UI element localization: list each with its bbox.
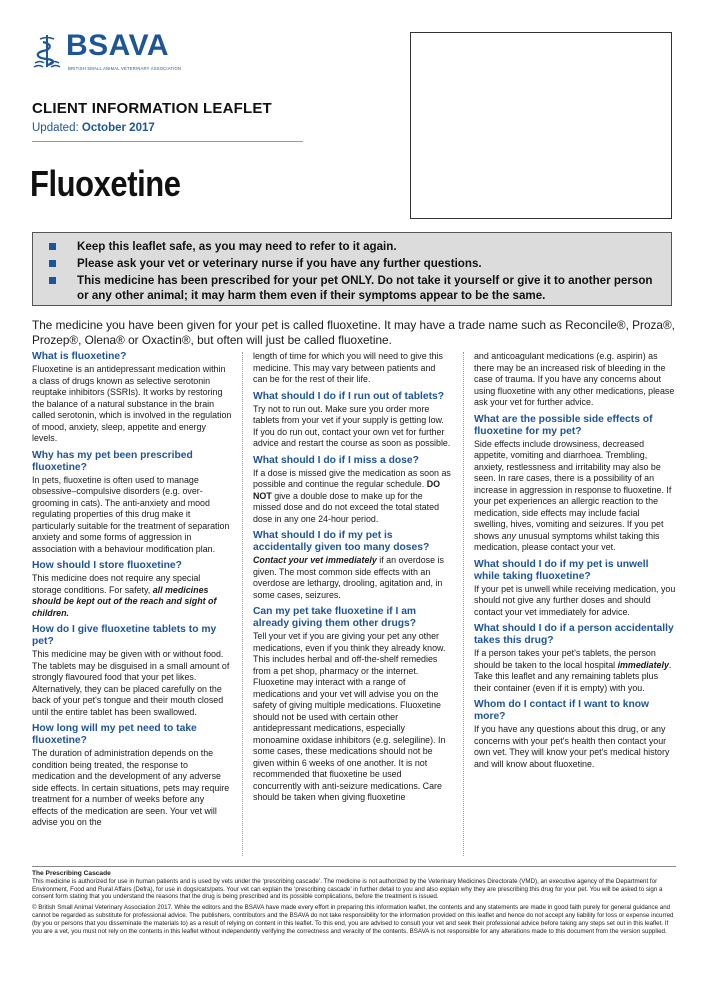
footer-divider — [32, 866, 676, 867]
section-body — [474, 439, 676, 554]
section-heading: What should I do if I run out of tablets? — [253, 390, 445, 402]
section-body-continued: and anticoagulant medications (e.g. aspirin) as there may be an increased risk of bleeding in the case of trauma. If you have any concerns about using fluoxetine with any other medications, please ask your vet for further advice. — [474, 351, 675, 407]
miss-dose-text: If a dose is missed give the medication as soon as possible and continue the regular schedule. — [253, 467, 451, 489]
section-body — [474, 648, 676, 694]
side-effects-emphasis: any — [501, 530, 516, 541]
section-body — [253, 555, 451, 601]
footer — [32, 870, 677, 938]
section-heading: How should I store fluoxetine? — [32, 560, 182, 571]
bsava-logo-icon — [32, 33, 62, 71]
column-2 — [253, 351, 451, 809]
square-bullet-icon — [49, 260, 56, 267]
section-overdose — [253, 530, 451, 601]
section-body — [32, 573, 232, 619]
person-takes-emphasis: immediately — [617, 659, 669, 670]
overdose-emphasis: Contact your vet immediately — [253, 555, 377, 565]
updated-line — [32, 122, 155, 134]
vet-stamp-box — [410, 32, 672, 219]
section-person-takes — [474, 623, 676, 694]
overdose-text: if an overdose is given. The most common side effects with an overdose are lethargy, drooling, agitation and, in some cases, seizures. — [253, 555, 444, 600]
warning-text: Keep this leaflet safe, as you may need to refer to it again. — [77, 240, 397, 253]
section-miss-dose — [253, 455, 451, 526]
leaflet-type: CLIENT INFORMATION LEAFLET — [32, 100, 272, 117]
section-heading: How do I give fluoxetine tablets to my pet? — [32, 624, 217, 647]
section-other-drugs — [253, 606, 451, 804]
section-run-out — [253, 391, 451, 450]
section-body-continued: length of time for which you will need to give this medicine. This may vary between patients and can be for the rest of their life. — [253, 351, 443, 384]
section-how-long — [32, 723, 232, 829]
warning-item — [49, 273, 659, 303]
warning-text: This medicine has been prescribed for your pet ONLY. Do not take it yourself or give it to another person or any other animal; it may harm them even if their symptoms appear to be the same. — [77, 274, 653, 302]
store-emphasis: all medicines should be kept out of the reach and sight of children. — [32, 584, 217, 618]
section-side-effects — [474, 414, 676, 554]
section-heading: Can my pet take fluoxetine if I am already giving them other drugs? — [253, 606, 417, 629]
square-bullet-icon — [49, 243, 56, 250]
miss-dose-text-end: give a double dose to make up for the missed dose and do not exceed the total stated dose in any one 24-hour period. — [253, 490, 440, 524]
section-heading: What should I do if my pet is unwell while taking fluoxetine? — [474, 558, 649, 582]
warning-item — [49, 256, 659, 271]
section-why-prescribed — [32, 450, 232, 556]
section-body: Try not to run out. Make sure you order more tablets from your vet if your supply is getting low. If you do run out, contact your own vet for further advice and restart the course as soon as possible. — [253, 403, 451, 448]
bsava-logo — [32, 29, 202, 73]
miss-dose-emphasis: DO NOT — [253, 479, 440, 501]
cascade-text: This medicine is authorized for use in human patients and is used by vets under the ‘prescribing cascade’. The medicine is not authorized by the Veterinary Medicines Directorate (VMD), an executive agency of the Department for Environment, Food and Rural Affairs (Defra), for use in dogs/cats/pets. Your vet can explain the ‘prescribing cascade’ in further detail to you and also explain why they are prescribing this drug for your pet. You will be asked to sign a consent form stating that you understand the reasons that the drug is being prescribed and its possible complications, before the treatment is issued. — [32, 877, 663, 901]
section-body: Tell your vet if you are giving your pet any other medications, even if you think they already know. This includes herbal and off-the-shelf remedies from a pet shop, pharmacy or the internet. Fluoxetine may interact with a range of medications and your vet will advise you on the safety of giving multiple medications. Fluoxetine should not be used with certain other antidepressant medications, especially monoamine oxidase inhibitors (e.g. selegiline). In some cases, these medications should not be given within 6 weeks of one another. It is not recommended that fluoxetine be used concurrently with anti-seizure medications. Care should be taken when giving fluoxetine — [253, 631, 446, 802]
intro-paragraph: The medicine you have been given for your pet is called fluoxetine. It may have a trade name such as Reconcile®, Proza®, Prozep®, Olena® or Oxactin®, but often will just be called fluoxetine. — [32, 318, 675, 347]
section-give — [32, 624, 232, 718]
column-3 — [474, 351, 676, 775]
brand-name: BSAVA — [66, 29, 170, 62]
header-divider — [32, 141, 303, 142]
store-text: This medicine does not require any special storage conditions. For safety, — [32, 573, 201, 595]
updated-date: October 2017 — [81, 122, 155, 134]
section-body — [253, 468, 451, 526]
section-body: In pets, fluoxetine is often used to manage obsessive–compulsive disorders (e.g. over-grooming in cats). The anti-anxiety and mood regulating properties of this drug make it particularly suitable for the treatment of separation anxiety and some forms of aggression in association with a behaviour modification plan. — [32, 474, 230, 554]
section-store — [32, 560, 232, 619]
section-body: This medicine may be given with or without food. The tablets may be disguised in a small amount of strongly flavoured food that your pet likes. Alternatively, they can be placed carefully on the back of your pet's tongue and their mouth closed until the entire tablet has been swallowed. — [32, 649, 230, 717]
cascade-heading: The Prescribing Cascade — [32, 870, 111, 877]
brand-subtitle: BRITISH SMALL ANIMAL VETERINARY ASSOCIATION — [68, 66, 182, 71]
person-takes-text: If a person takes your pet's tablets, the person should be taken to the local hospital — [474, 648, 656, 670]
section-heading: What should I do if I miss a dose? — [253, 454, 419, 466]
section-heading: How long will my pet need to take fluoxetine? — [32, 723, 197, 746]
column-divider — [242, 352, 243, 856]
section-heading: Why has my pet been prescribed fluoxetine? — [32, 449, 193, 473]
section-body: If your pet is unwell while receiving medication, you should not give any further doses and should contact your vet immediately for advice. — [474, 583, 676, 617]
drug-title: Fluoxetine — [30, 163, 181, 204]
warning-box — [32, 232, 672, 306]
warning-item — [49, 239, 659, 254]
side-effects-text-end: unusual symptoms whilst taking this medication, please contact your vet. — [474, 530, 660, 552]
section-unwell — [474, 559, 676, 619]
updated-label: Updated: — [32, 122, 79, 134]
warning-text: Please ask your vet or veterinary nurse if you have any further questions. — [77, 257, 482, 270]
section-body: If you have any questions about this drug, or any concerns with your pet's health then contact your own vet. They will know your pet's medical history and will know about fluoxetine. — [474, 724, 670, 769]
section-heading: What are the possible side effects of fluoxetine for my pet? — [474, 413, 653, 437]
section-heading: What should I do if a person accidentally takes this drug? — [474, 623, 674, 646]
section-contact — [474, 699, 676, 770]
side-effects-text: Side effects include drowsiness, decreased appetite, vomiting and diarrhoea. Trembling, anxiety, restlessness and irritability may also be seen. In rare cases, there is a possibility of an increase in aggression in response to fluoxetine. If your pet experiences an allergic reaction to the medication, side effects may include facial swelling, hives, vomiting and seizures. If you pet shows — [474, 438, 672, 541]
person-takes-text-end: . Take this leaflet and any remaining tablets plus their container (even if it is empty) with you. — [474, 659, 672, 693]
section-heading: What is fluoxetine? — [32, 351, 127, 362]
copyright-text: © British Small Animal Veterinary Association 2017. While the editors and the BSAVA have made every effort in preparing this information leaflet, the contents and any statements are made in good faith purely for general guidance and cannot be regarded as substitute for professional advice. The publishers, contributors and the BSAVA do not take responsibility for the information provided on this leaflet and hence do not accept any liability for loss or expense incurred (by you or persons that you disseminate the materials to) as a result of relying on content in this leaflet. To this end, you are advised to consult your vet and seek their professional advice before taking any steps set out in this leaflet. If you are a vet, you must not rely on the contents in this leaflet without independently verifying the correctness and veracity of the contents. BSAVA is not responsible for any alterations made to this document from the version supplied. — [32, 904, 674, 935]
section-heading: What should I do if my pet is accidentally given too many doses? — [253, 530, 430, 553]
column-1 — [32, 351, 232, 834]
column-divider — [463, 352, 464, 856]
section-what-is — [32, 351, 232, 445]
section-body: Fluoxetine is an antidepressant medication within a class of drugs known as selective serotonin reuptake inhibitors (SSRIs). It works by restoring the balance of a natural substance in the brain called serotonin, which is involved in the regulation of mood, anxiety, sleep, appetite and energy levels. — [32, 364, 232, 443]
section-body: The duration of administration depends on the condition being treated, the response to medication and the development of any adverse side effects. In certain situations, pets may require treatment for a number of weeks before any effects of the medication are seen. Your vet will advise you on the — [32, 748, 230, 827]
square-bullet-icon — [49, 277, 56, 284]
section-heading: Whom do I contact if I want to know more? — [474, 699, 650, 722]
